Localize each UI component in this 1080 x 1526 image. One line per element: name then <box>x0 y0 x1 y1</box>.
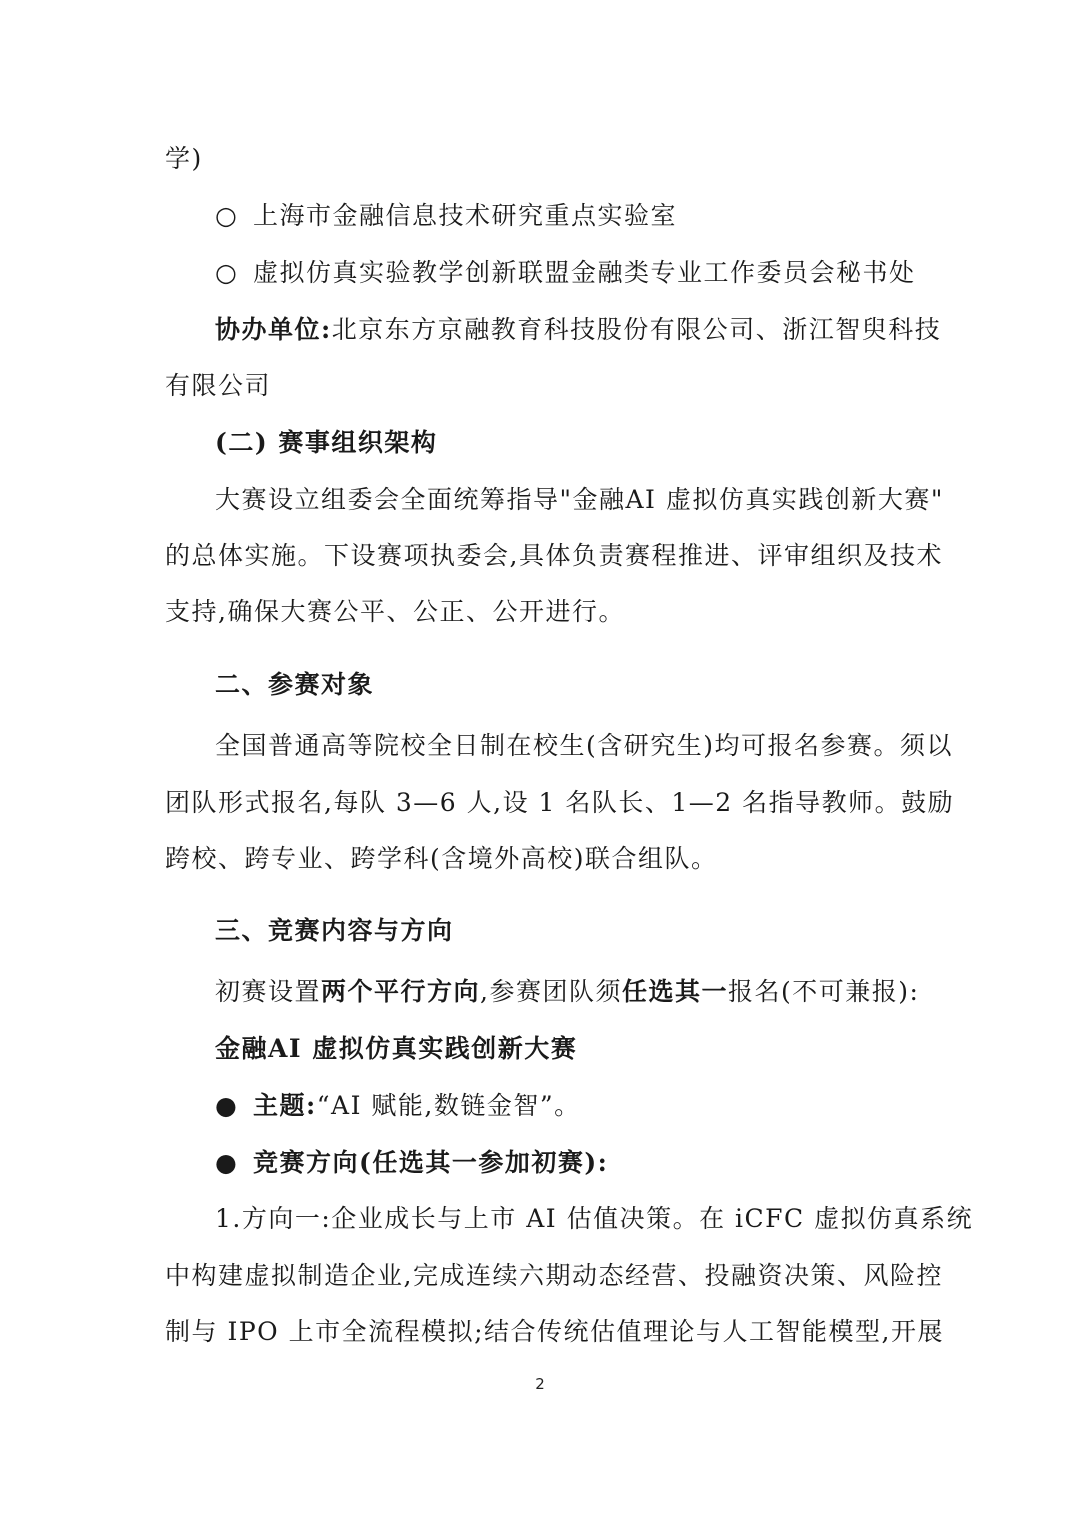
filled-bullet-icon: ● <box>215 1091 239 1120</box>
paragraph-line: 制与 IPO 上市全流程模拟;结合传统估值理论与人工智能模型,开展 <box>165 1317 944 1346</box>
paragraph-line: 全国普通高等院校全日制在校生(含研究生)均可报名参赛。须以 <box>215 731 954 760</box>
organizer-item-text: 上海市金融信息技术研究重点实验室 <box>253 201 678 230</box>
section-heading: 三、竞赛内容与方向 <box>215 916 454 945</box>
paragraph-line: 跨校、跨专业、跨学科(含境外高校)联合组队。 <box>165 844 718 873</box>
direction-item <box>215 1147 975 1179</box>
text-line: 有限公司 <box>165 371 272 400</box>
paragraph-line: 中构建虚拟制造企业,完成连续六期动态经营、投融资决策、风险控 <box>165 1261 943 1290</box>
text-run: 报名(不可兼报): <box>728 977 920 1006</box>
page-number: 2 <box>535 1375 545 1393</box>
section-heading: (二) 赛事组织架构 <box>215 428 438 457</box>
paragraph-line: 团队形式报名,每队 3—6 人,设 1 名队长、1—2 名指导教师。鼓励 <box>165 788 955 817</box>
paragraph-line: 1.方向一:企业成长与上市 AI 估值决策。在 iCFC 虚拟仿真系统 <box>215 1204 974 1233</box>
co-organizer-label: 协办单位: <box>215 315 332 344</box>
co-organizer-line <box>215 314 975 346</box>
emphasis-run: 两个平行方向 <box>321 977 481 1006</box>
text-run: ,参赛团队须 <box>480 977 622 1006</box>
co-organizer-text: 北京东方京融教育科技股份有限公司、浙江智臾科技 <box>331 315 942 344</box>
circle-bullet-icon: ○ <box>215 201 239 230</box>
filled-bullet-icon: ● <box>215 1148 239 1177</box>
emphasis-run: 任选其一 <box>621 977 728 1006</box>
text-line-continuation: 学) <box>165 144 203 173</box>
section-heading: 二、参赛对象 <box>215 670 375 699</box>
organizer-item <box>215 257 975 289</box>
circle-bullet-icon: ○ <box>215 258 239 287</box>
paragraph-line: 大赛设立组委会全面统筹指导"金融AI 虚拟仿真实践创新大赛" <box>215 485 944 514</box>
text-run: 初赛设置 <box>215 977 322 1006</box>
competition-title: 金融AI 虚拟仿真实践创新大赛 <box>215 1034 578 1063</box>
paragraph-line: 的总体实施。下设赛项执委会,具体负责赛程推进、评审组织及技术 <box>165 541 943 570</box>
paragraph-line: 支持,确保大赛公平、公正、公开进行。 <box>165 597 625 626</box>
theme-item <box>215 1090 975 1122</box>
direction-text: 竞赛方向(任选其一参加初赛): <box>253 1148 609 1177</box>
organizer-item <box>215 200 975 232</box>
paragraph-line <box>215 976 975 1008</box>
organizer-item-text: 虚拟仿真实验教学创新联盟金融类专业工作委员会秘书处 <box>253 258 916 287</box>
theme-label: 主题: <box>253 1091 317 1120</box>
theme-text: “AI 赋能,数链金智”。 <box>316 1091 581 1120</box>
